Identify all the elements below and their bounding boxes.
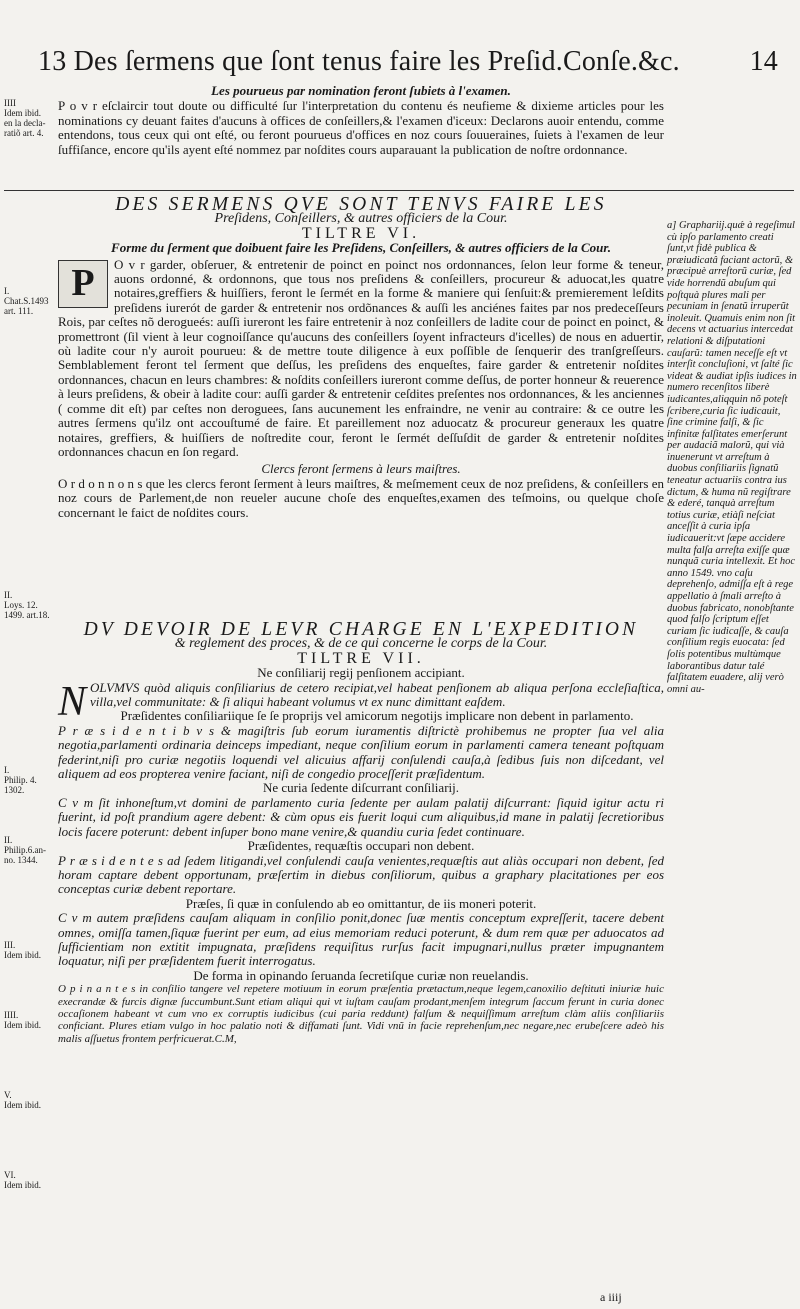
margin-note [4, 1170, 41, 1190]
margin-note-ii [4, 590, 50, 620]
oath-paragraph [58, 258, 664, 460]
rubric: Ne curia ſedente diſcurrant conſiliarij. [263, 780, 459, 796]
running-head [38, 46, 778, 78]
signature-mark: a iiij [600, 1290, 622, 1304]
margin-note-i [4, 286, 49, 316]
page-number: 14 [749, 46, 778, 77]
running-head-title: 13 Des ſermens que ſont tenus faire les Preſid.Conſe.&c. [38, 46, 680, 77]
margin-line: 1499. art.18. [4, 610, 50, 620]
margin-ref: Idem ibid. [4, 1020, 41, 1030]
article-text: P r æ s i d e n t e s ad ſedem litigandi,vel conſulendi cauſa venientes,requæſtis aut aliàs occupari non debent, ſed horam captare debent opportunam, præſertim in diebus conſiliorum, quibus a graphary placitationes per eos conceptas curiæ debent reportare. [58, 852, 664, 897]
margin-number: III. [4, 940, 16, 950]
margin-ref: Philip.6.an- no. 1344. [4, 845, 46, 865]
title-heading: DV DEVOIR DE LEVR CHARGE EN L'EXPEDITION [83, 619, 639, 640]
margin-ref: Idem ibid. [4, 1100, 41, 1110]
margin-note [4, 835, 46, 865]
section-1 [58, 84, 664, 157]
section-1-subtitle: Les pourueus par nomination feront ſubiets à l'examen. [211, 83, 511, 98]
rubric: Ne conſiliarij regij penſionem accipiant. [257, 665, 465, 681]
margin-ref: Idem ibid. [4, 1180, 41, 1190]
margin-line: Loys. 12. [4, 600, 38, 610]
article-text: C v m autem præſidens cauſam aliquam in conſilio ponit,donec ſuæ mentis conceptum expreſſerit, tacere debent omnes, omiſſa tamen,ſiquæ fuerint per eum, ad eius memoriam reduci poterunt, & dum rem quæ per aduocatos ad ſufficientiam non extitit impugnata, præſidens requiſitus rurſus facit impugnari,nullus præter impugnantem loquatur, niſi per præſidentem fuerit interrogatus. [58, 910, 664, 969]
margin-number: V. [4, 1090, 12, 1100]
margin-note-1 [4, 98, 45, 138]
section-3 [58, 619, 664, 1045]
margin-line: II. [4, 590, 13, 600]
rubric: Præſes, ſi quæ in conſulendo ab eo omittantur, de iis moneri poterit. [185, 895, 537, 911]
rubric: Præſidentes, requæſtis occupari non debent. [247, 838, 475, 854]
article-text: C v m ſit inhoneſtum,vt domini de parlamento curia ſedente per aulam palatij diſcurrant: ſiquid igitur actu ri fuerint, id poſt prandium agere debent: & cùm opus eis fuerit loqui cum aliquibus,id mane in palatij ſecretioribus locis facere poterunt: debent inſuper bono mane venire,& quandiu curia ſedet continuare. [58, 794, 664, 839]
margin-number: II. [4, 835, 13, 845]
rubric: Præſidentes conſiliariique ſe ſe proprijs vel amicorum negotijs implicare non debent in parlamento. [120, 708, 634, 724]
margin-line: I. [4, 286, 10, 296]
form-heading: Forme du ſerment que doibuent faire les Preſidens, Conſeillers, & autres officiers de la Cour. [111, 240, 611, 256]
margin-line: art. 111. [4, 306, 34, 316]
section-2 [58, 194, 664, 520]
article-text: OLVMVS quòd aliquis conſiliarius de cetero recipiat,vel habeat penſionem ab aliqua perſona eccleſiaſtica, villa,vel communitate: & ſi aliqui habeant volumus vt ex nunc dimittant eaſdem. [90, 679, 664, 710]
margin-line: IIII [4, 98, 16, 108]
margin-number: I. [4, 765, 10, 775]
margin-ref: Philip. 4. 1302. [4, 775, 37, 795]
margin-note [4, 1090, 41, 1110]
dropcap-n: N [58, 678, 87, 725]
clerks-heading: Clercs feront ſermens à leurs maiſtres. [261, 461, 461, 477]
margin-note [4, 940, 41, 960]
margin-line: en la decla- [4, 118, 46, 128]
oath-text: O v r garder, obſeruer, & entretenir de poinct en poinct nos ordonnances, ſelon leur forme & teneur, auons ordonné, & ordonnons, que tous nos preſidens & conſeillers, procureur & aduocat,les quatre notaires,greffiers & huiſſiers, feront le ſermét en la forme & maniere qui ſenſuit:& premierement leſdits preſidens iurerót de garder & entretenir nos ordõnances & auſſi les anciénes faites par nos predeceſſeurs Rois, par ceſtes nõ derogueés: auſſi iureront les faire entretenir à noz conſeillers de ladite cour de poinct en poinct, & promettront (ſil vient à leur cognoiſſance qu'aucuns des conſeillers ſoyent infracteurs d'icelles) de nous en aduertir, où ladite cour n'y auroit pourueu: & de mettre toute diligence à eux poſſible de ſenquerir des tranſgreſſeurs. Semblablement feront tel ſerment que deſſus, les preſidens des enqueſtes, faire garder & entretenir noſdites ordonnances, chacun en leurs chambres: & noſdits conſeillers iureront comme deſſus, de porter honneur & reuerence à leurs preſidens, & obeir à ladite cour: auſſi garder & entretenir ceſdites preſentes nos ordonnances, & les anciennes ( comme dit eſt) par ceſtes non deroguees, ſans aucunement les enfraindre, ne venir au contraire: & ce outre les autres ſermens qu'ilz ont accouſtumé de faire. Et pareillement noz aduocatz & procureur generaux les quatre notaires, greffiers, & huiſſiers de noſtredite cour, feront le ſermét deſſuſdit de garder & entretenir noſdites ordonnances chacun en ſon regard. [58, 256, 664, 459]
marginal-gloss: a] Graphariij.quǽ à regeſimul cù ipſo parlamento creati ſunt,vt fidè publica & præiudicatâ faciant actorũ, & præcipuè arreſtorũ curiæ, ſed vide horrendũ abuſum qui poſtquà plures mali per pecuniam in ſenatũ irruperũt inoleuit. Quamuis enim non ſit decens vt actuarius intercedat relationi & diſputationi cauſarũ: tamen neceſſe eſt vt interſit concluſioni, vt ſalté ſic videat & audiat ipſis iudices in numero recenſitos liberè iudicantes,aliqquin nõ poteſt ſcribere,curia ſic iudicauit, ſine crimine falſi, & ſic infinitæ falſitates emerſerunt per audaciã malorũ, qui vià inuenerunt vt arreſtum à duobus conſiliariis ſignatũ teneatur actuariis contra ius dictum, & huma nũ regiſtrare & ederé, tanquà arreſtum totius curiæ, etiàſi neſciat anceſſit à curia ipſa iudicauerit:vt ſæpe accidere multa falſa arreſta exiſſe quæ nunquã curia intellexit. Et hoc anno 1549. vno caſu deprehenſo, admiſſa eſt à rege appellatio à ſmali arreſto à duobus fabricato, nonobſtante quod falſo ſcriptum eſſet curiam ſic iudicaſſe, & cauſa conſilium regis euocata: ſed ſolis potentibus multùmque laborantibus datur talé falſitatem euadere, alij verò omni au- [667, 220, 797, 695]
margin-line: ratiõ art. 4. [4, 128, 44, 138]
title-subheading: Preſidens, Conſeillers, & autres officiers de la Cour. [214, 211, 508, 227]
article-text: P r æ s i d e n t i b v s & magiſtris ſub eorum iuramentis diſtrictè prohibemus ne propter ſua vel alia negotia,parlamenti ordinaria deinceps impediant, neque conſilium eorum in parlamenti camera teneant poſtquam federint,niſi pro curiæ negotiis loquendi vel alicuius affarij conſulendi cauſa,à ſedibus ſuis non diſcedant, vel aliquem ad eos propterea venire faciant, niſi de congedio proceſſerit præſidentum. [58, 722, 664, 782]
title-number: TILTRE VII. [297, 649, 425, 667]
margin-line: Idem ibid. [4, 108, 41, 118]
title-heading: DES SERMENS QVE SONT TENVS FAIRE LES [115, 194, 607, 215]
margin-number: IIII. [4, 1010, 19, 1020]
title-subheading: & reglement des proces, & de ce qui concerne le corps de la Cour. [174, 636, 548, 652]
margin-note [4, 1010, 41, 1030]
title-number: TILTRE VI. [301, 224, 421, 242]
article-text: O p i n a n t e s in conſilio tangere vel repetere motiuum in eorum præſentia prætactum,neque legem,canoxilio deſtituti iniuriæ huic execrandæ & furcis dignæ ſuccumbunt.Sunt etiam aliqui qui vt iuſtam cauſam prodant,menſem integrum ſaccum ferunt in curia donec occaſionem habeant vt cum vno ex corruptis iudicibus (cui paria reddunt) falſum & nequiſſimum arreſtum clàm aliis conſiliariis conficiant. Plures etiam vulgo in hoc palatio noti & diffamati ſunt. Vidi vnũ in facie reprehenſum,nec negare,nec erubeſcere adeò his malis aſſuetus frontem perfricuerat.C.M, [58, 983, 664, 1045]
margin-note [4, 765, 37, 795]
margin-number: VI. [4, 1170, 16, 1180]
dropcap-p: P [58, 260, 108, 308]
margin-ref: Idem ibid. [4, 950, 41, 960]
divider [4, 190, 794, 191]
clerks-text: O r d o n n o n s que les clercs feront ſerment à leurs maiſtres, & meſmement ceux de noz preſidens, & conſeillers en noz cours de Parlement,de non reueler aucune choſe des enqueſtes,examen des teſmoins, ou quelque choſe concernant le faict de noſdites cours. [58, 475, 664, 520]
section-1-body: P o v r eſclaircir tout doute ou difficulté ſur l'interpretation du contenu és neufieme & dixieme articles pour les nominations cy deuant faites d'aucuns à offices de conſeillers,& l'examen d'iceux: Declarons auoir entendu, comme entendons, tous ceux qui ont eſté, ou feront pourueus d'offices en noz cours ſouueraines, ſuiets à l'examen de leur ſuffiſance, encore qu'ils ayent eſté nommez par noſdites cours auparauant la publication de noſtre ordonnance. [58, 98, 664, 157]
margin-line: Chat.S.1493 [4, 296, 49, 306]
rubric: De forma in opinando ſeruanda ſecretiſque curiæ non reuelandis. [193, 967, 529, 983]
